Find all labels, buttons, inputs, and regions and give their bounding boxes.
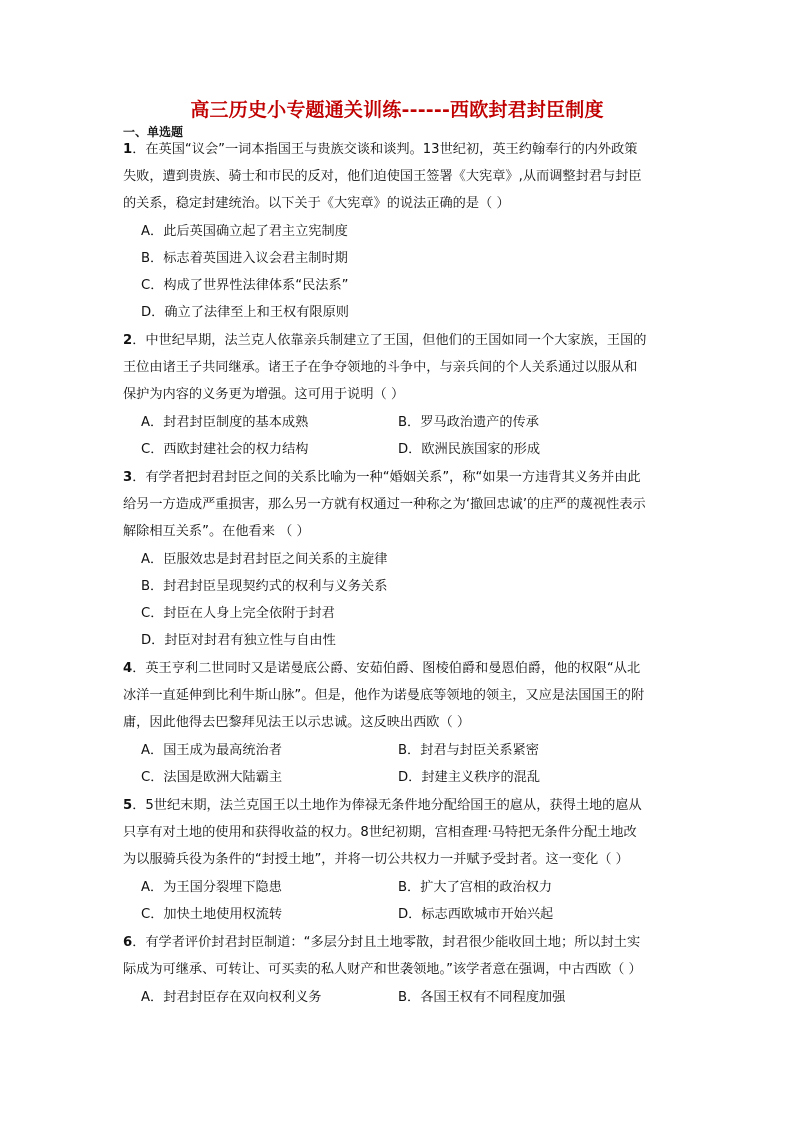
question-text: ．有学者评价封君封臣制道：“多层分封且土地零散，封君很少能收回土地；所以封土实 [132, 935, 641, 950]
question-4-option-c[interactable]: C．法国是欧洲大陆霸主 [141, 770, 283, 785]
question-5-line-3: 为以服骑兵役为条件的“封授土地”，并将一切公共权力一并赋予受封者。这一变化（ ） [123, 852, 629, 867]
question-4-option-a[interactable]: A．国王成为最高统治者 [141, 743, 282, 758]
question-number: 5 [123, 798, 133, 813]
question-1-option-b[interactable]: B．标志着英国进入议会君主制时期 [141, 251, 348, 266]
question-number: 2 [123, 333, 133, 348]
question-number: 4 [123, 661, 133, 676]
question-5-option-c[interactable]: C．加快土地使用权流转 [141, 907, 283, 922]
question-text: ．英王亨利二世同时又是诺曼底公爵、安茹伯爵、图棱伯爵和曼恩伯爵，他的权限“从北 [132, 661, 641, 676]
question-2-option-d[interactable]: D．欧洲民族国家的形成 [398, 442, 541, 457]
question-1-line-3: 的关系，稳定封建统治。以下关于《大宪章》的说法正确的是（ ） [123, 196, 510, 211]
question-1-option-d[interactable]: D．确立了法律至上和王权有限原则 [141, 305, 349, 320]
question-5-option-d[interactable]: D．标志西欧城市开始兴起 [398, 907, 554, 922]
question-5-line-2: 只享有对土地的使用和获得收益的权力。8世纪初期，宫相查理·马特把无条件分配土地改 [123, 825, 637, 840]
question-1-option-a[interactable]: A．此后英国确立起了君主立宪制度 [141, 224, 348, 239]
question-4-option-d[interactable]: D．封建主义秩序的混乱 [398, 770, 541, 785]
question-2-option-a[interactable]: A．封君封臣制度的基本成熟 [141, 415, 309, 430]
question-3-option-b[interactable]: B．封君封臣呈现契约式的权利与义务关系 [141, 579, 388, 594]
question-number: 1 [123, 142, 133, 157]
question-5-option-b[interactable]: B．扩大了宫相的政治权力 [398, 880, 553, 895]
question-4-line-1 [123, 655, 683, 682]
page-title: 高三历史小专题通关训练------西欧封君封臣制度 [190, 99, 604, 121]
question-6-line-2: 际成为可继承、可转让、可买卖的私人财产和世袭领地。”该学者意在强调，中古西欧（ ） [123, 962, 642, 977]
question-text: ．有学者把封君封臣之间的关系比喻为一种“婚姻关系”，称“如果一方违背其义务并由此 [132, 470, 641, 485]
question-text: ．5世纪末期，法兰克国王以土地作为俸禄无条件地分配给国王的扈从，获得土地的扈从 [132, 798, 642, 813]
question-2-line-1 [123, 327, 683, 354]
question-text: ．在英国“议会”一词本指国王与贵族交谈和谈判。13世纪初，英王约翰奉行的内外政策 [132, 142, 638, 157]
question-3-option-d[interactable]: D．封臣对封君有独立性与自由性 [141, 633, 336, 648]
question-1-option-c[interactable]: C．构成了世界性法律体系“民法系” [141, 278, 349, 293]
question-1-line-1 [123, 136, 683, 163]
question-text: ．中世纪早期，法兰克人依靠亲兵制建立了王国，但他们的王国如同一个大家族，王国的 [132, 333, 647, 348]
question-1-line-2: 失败，遭到贵族、骑士和市民的反对，他们迫使国王签署《大宪章》,从而调整封君与封臣 [123, 169, 642, 184]
question-4-line-2: 冰洋一直延伸到比利牛斯山脉”。但是，他作为诺曼底等领地的领主，又应是法国国王的附 [123, 688, 645, 703]
question-3-option-c[interactable]: C．封臣在人身上完全依附于封君 [141, 606, 335, 621]
question-3-line-3: 解除相互关系”。在他看来 （ ） [123, 524, 310, 539]
question-6-line-1 [123, 929, 683, 956]
question-3-line-2: 给另一方造成严重损害，那么另一方就有权通过一种称之为‘撤回忠诚’的庄严的蔑视性表示 [123, 497, 646, 512]
question-3-line-1 [123, 464, 683, 491]
question-2-option-c[interactable]: C．西欧封建社会的权力结构 [141, 442, 309, 457]
question-2-line-2: 王位由诸王子共同继承。诸王子在争夺领地的斗争中，与亲兵间的个人关系通过以服从和 [123, 360, 638, 375]
question-6-option-a[interactable]: A．封君封臣存在双向权利义务 [141, 990, 322, 1005]
question-5-option-a[interactable]: A．为王国分裂埋下隐患 [141, 880, 282, 895]
question-6-option-b[interactable]: B．各国王权有不同程度加强 [398, 990, 566, 1005]
question-number: 6 [123, 935, 133, 950]
question-4-line-3: 庸，因此他得去巴黎拜见法王以示忠诚。这反映出西欧（ ） [123, 715, 471, 730]
question-2-line-3: 保护为内容的义务更为增强。这可用于说明（ ） [123, 387, 405, 402]
question-number: 3 [123, 470, 133, 485]
question-2-option-b[interactable]: B．罗马政治遗产的传承 [398, 415, 539, 430]
question-4-option-b[interactable]: B．封君与封臣关系紧密 [398, 743, 539, 758]
question-5-line-1 [123, 792, 683, 819]
question-3-option-a[interactable]: A．臣服效忠是封君封臣之间关系的主旋律 [141, 552, 388, 567]
section-heading: 一、单选题 [123, 125, 184, 139]
